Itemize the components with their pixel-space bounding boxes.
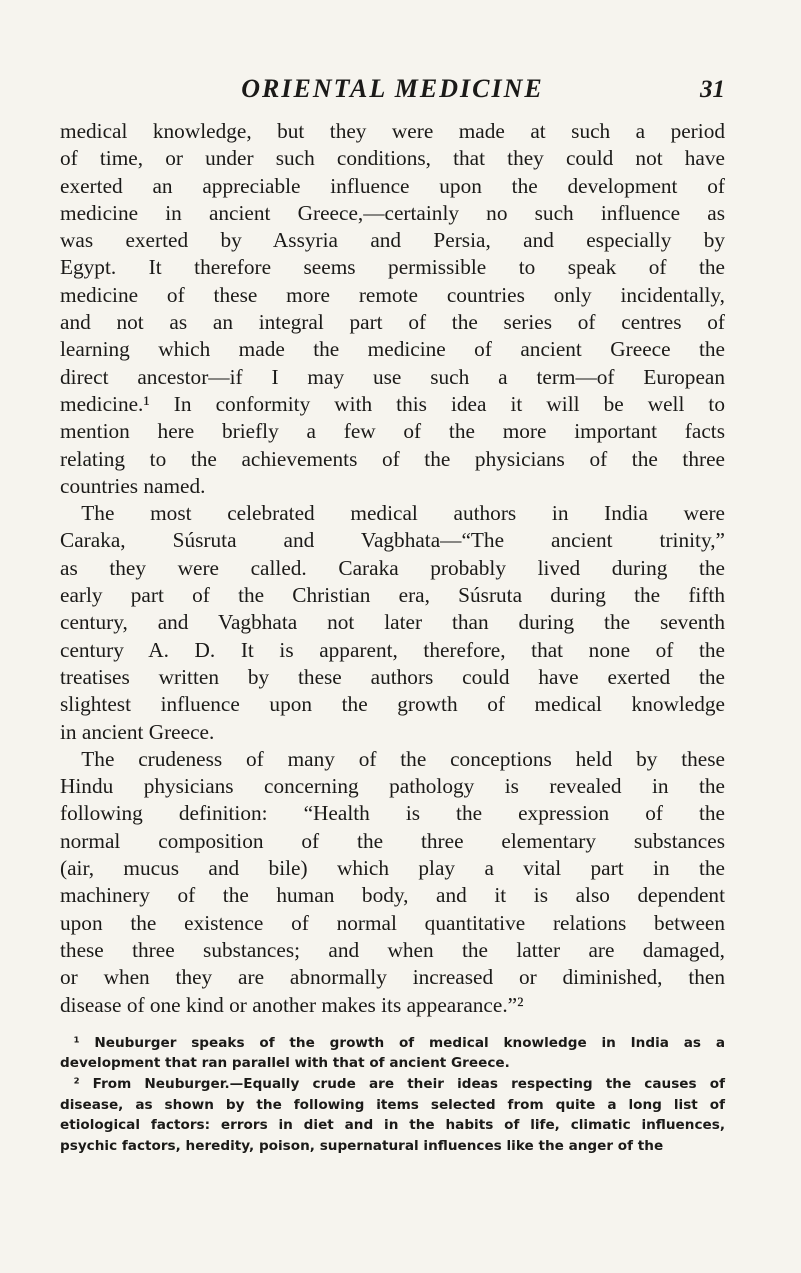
paragraph-line: mention here briefly a few of the more important facts — [60, 419, 725, 444]
footnote — [60, 1033, 725, 1074]
book-page — [60, 74, 725, 1156]
paragraph-line: countries named. — [60, 473, 206, 498]
paragraph-line: medicine of these more remote countries only incidentally, — [60, 282, 725, 307]
paragraph-line: century A. D. It is apparent, therefore, that none of the — [60, 637, 725, 662]
running-head — [60, 74, 725, 110]
paragraph-line: Caraka, Súsruta and Vagbhata—“The ancient trinity,” — [60, 528, 725, 553]
paragraph-line: as they were called. Caraka probably lived during the — [60, 555, 725, 580]
paragraph — [60, 118, 725, 500]
paragraph-line: treatises written by these authors could have exerted the — [60, 664, 725, 689]
paragraph-line: following definition: “Health is the expression of the — [60, 801, 725, 826]
paragraph-line: Egypt. It therefore seems permissible to speak of the — [60, 255, 725, 280]
paragraph-line: normal composition of the three elementary substances — [60, 828, 725, 853]
body-text — [60, 118, 725, 1019]
footnote-line: development that ran parallel with that of ancient Greece. — [60, 1055, 510, 1072]
footnote — [60, 1074, 725, 1156]
paragraph-line: medical knowledge, but they were made at such a period — [60, 119, 725, 143]
paragraph-line: these three substances; and when the latter are damaged, — [60, 937, 725, 962]
paragraph-line: The crudeness of many of the conceptions held by these — [81, 746, 725, 771]
paragraph-line: (air, mucus and bile) which play a vital part in the — [60, 856, 725, 881]
paragraph-line: The most celebrated medical authors in India were — [81, 501, 725, 526]
paragraph-line: early part of the Christian era, Súsruta during the fifth — [60, 583, 725, 608]
footnotes — [60, 1033, 725, 1157]
paragraph-line: or when they are abnormally increased or diminished, then — [60, 965, 725, 990]
page-number: 31 — [700, 76, 725, 103]
paragraph-line: slightest influence upon the growth of medical knowledge — [60, 692, 725, 717]
paragraph-line: machinery of the human body, and it is also dependent — [60, 883, 725, 908]
paragraph — [60, 746, 725, 1019]
footnote-line: ² From Neuburger.—Equally crude are their ideas respecting the causes of — [73, 1075, 725, 1092]
paragraph-line: in ancient Greece. — [60, 719, 215, 744]
paragraph-line: Hindu physicians concerning pathology is revealed in the — [60, 774, 725, 799]
paragraph-line: medicine.¹ In conformity with this idea it will be well to — [60, 391, 725, 416]
paragraph-line: was exerted by Assyria and Persia, and especially by — [60, 228, 725, 253]
footnote-line: disease, as shown by the following items selected from quite a long list of — [60, 1096, 725, 1113]
footnote-line: etiological factors: errors in diet and in the habits of life, climatic influences, — [60, 1117, 725, 1134]
footnote-line: psychic factors, heredity, poison, supernatural influences like the anger of the — [60, 1137, 664, 1154]
footnote-line: ¹ Neuburger speaks of the growth of medical knowledge in India as a — [73, 1034, 725, 1051]
paragraph-line: century, and Vagbhata not later than during the seventh — [60, 610, 725, 635]
paragraph-line: disease of one kind or another makes its appearance.”² — [60, 992, 524, 1017]
paragraph-line: and not as an integral part of the series of centres of — [60, 310, 725, 335]
paragraph-line: learning which made the medicine of ancient Greece the — [60, 337, 725, 362]
paragraph — [60, 500, 725, 746]
paragraph-line: relating to the achievements of the physicians of the three — [60, 446, 725, 471]
paragraph-line: of time, or under such conditions, that they could not have — [60, 146, 725, 171]
paragraph-line: direct ancestor—if I may use such a term—of European — [60, 364, 725, 389]
paragraph-line: medicine in ancient Greece,—certainly no such influence as — [60, 200, 725, 225]
paragraph-line: upon the existence of normal quantitative relations between — [60, 910, 725, 935]
running-head-title: ORIENTAL MEDICINE — [241, 74, 544, 103]
paragraph-line: exerted an appreciable influence upon the development of — [60, 173, 725, 198]
